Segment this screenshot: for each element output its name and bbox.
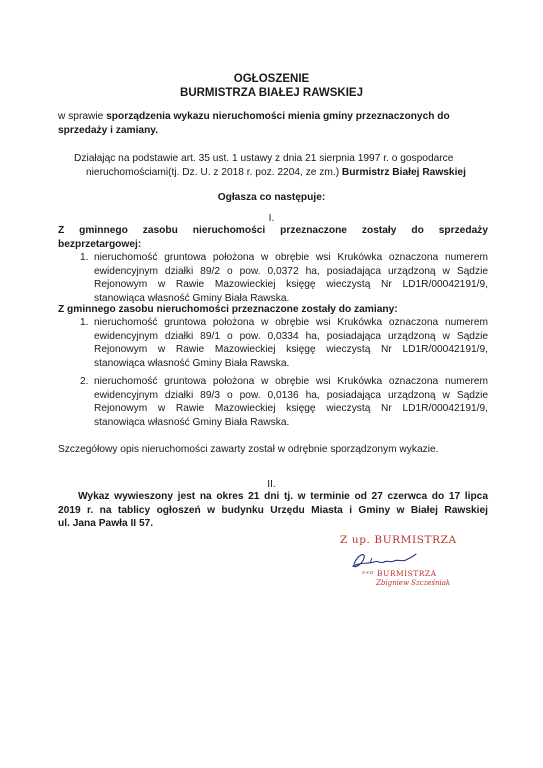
subject-bold-2: sprzedaży i zamiany. [58, 124, 159, 136]
title-line-1: OGŁOSZENIE [233, 73, 310, 85]
item-line: nieruchomość gruntowa położona w obrębie wsi Krukówka oznaczona numerem [94, 317, 488, 328]
stamp-title: Z up. BURMISTRZA [340, 534, 457, 546]
handwritten-signature [350, 550, 420, 570]
announcement-heading: Ogłasza co następuje: [217, 192, 326, 203]
section-2-heading: Z gminnego zasobu nieruchomości przeznaczone zostały do zamiany: [58, 304, 398, 315]
sale-item-1 [80, 251, 488, 305]
item-line: ewidencyjnym działki 89/2 o pow. 0,0372 ha, posiadająca urządzoną w Sądzie [94, 265, 488, 277]
item-line: nieruchomość gruntowa położona w obrębie wsi Krukówka oznaczona numerem [94, 376, 488, 387]
section-1-heading [58, 224, 488, 251]
item-line: stanowiąca własność Gminy Biała Rawska. [94, 292, 290, 304]
posting-line-3: ul. Jana Pawła II 57. [58, 518, 154, 530]
section-1-heading-line-2: bezprzetargowej: [58, 238, 142, 250]
exchange-item-2 [80, 375, 488, 429]
posting-line-2: 2019 r. na tablicy ogłoszeń w budynku Urzędu Miasta i Gminy w Białej Rawskiej [58, 504, 488, 516]
subject-prefix: w sprawie [58, 111, 107, 122]
stamp-deputy: z-ca [362, 570, 374, 576]
item-line: Rejonowym w Rawie Mazowieckiej księgę wieczystą Nr LD1R/00042191/9, [94, 344, 488, 356]
list-number: 1. [80, 252, 89, 263]
detail-note: Szczegółowy opis nieruchomości zawarty został w odrębnie sporządzonym wykazie. [58, 444, 439, 455]
item-line: Rejonowym w Rawie Mazowieckiej księgę wieczystą Nr LD1R/00042191/9, [94, 279, 488, 291]
basis-line-1: Działając na podstawie art. 35 ust. 1 ustawy z dnia 21 sierpnia 1997 r. o gospodarce [74, 153, 454, 164]
stamp-role: BURMISTRZA [377, 569, 437, 578]
exchange-item-1 [80, 316, 488, 370]
item-line: stanowiąca własność Gminy Biała Rawska. [94, 416, 290, 428]
posting-line-1: Wykaz wywieszony jest na okres 21 dni tj. w terminie od 27 czerwca do 17 lipca [78, 491, 488, 502]
item-line: stanowiąca własność Gminy Biała Rawska. [94, 357, 290, 369]
document-title [0, 72, 543, 100]
subject-bold-1: sporządzenia wykazu nieruchomości mienia gminy przeznaczonych do [106, 111, 450, 122]
item-line: ewidencyjnym działki 89/1 o pow. 0,0334 ha, posiadająca urządzoną w Sądzie [94, 330, 488, 342]
section-2-numeral: II. [267, 479, 276, 490]
posting-paragraph [58, 490, 488, 531]
basis-authority: Burmistrz Białej Rawskiej [341, 166, 466, 178]
list-number: 1. [80, 317, 89, 328]
item-line: ewidencyjnym działki 89/3 o pow. 0,0136 ha, posiadająca urządzoną w Sądzie [94, 389, 488, 401]
stamp-name: Zbigniew Szcześniak [376, 579, 451, 587]
basis-line-2: nieruchomościami(tj. Dz. U. z 2018 r. poz. 2204, ze zm.) [86, 166, 342, 178]
title-line-2: BURMISTRZA BIAŁEJ RAWSKIEJ [180, 87, 363, 99]
section-1-heading-line-1: Z gminnego zasobu nieruchomości przeznaczone zostały do sprzedaży [58, 225, 488, 236]
section-1-numeral: I. [268, 213, 275, 224]
basis-paragraph [74, 152, 489, 179]
list-number: 2. [80, 376, 89, 387]
subject-paragraph [58, 110, 488, 137]
item-line: Rejonowym w Rawie Mazowieckiej księgę wieczystą Nr LD1R/00042191/9, [94, 403, 488, 415]
item-line: nieruchomość gruntowa położona w obrębie wsi Krukówka oznaczona numerem [94, 252, 488, 263]
